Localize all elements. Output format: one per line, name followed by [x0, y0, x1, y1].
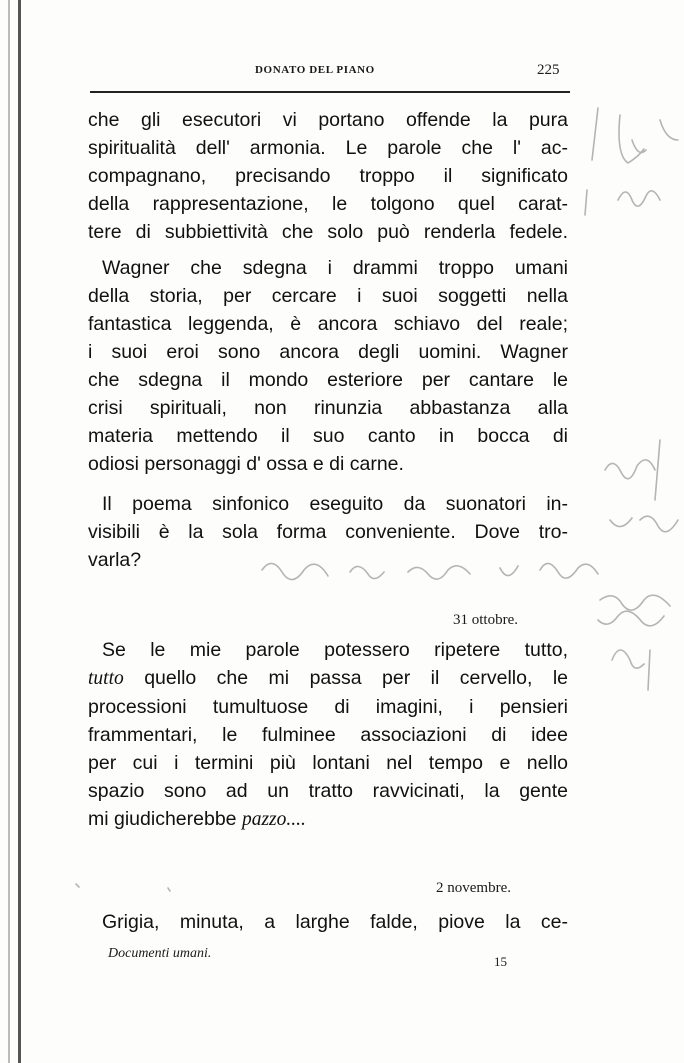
signature-mark: 15 [494, 954, 507, 969]
running-title: DONATO DEL PIANO [255, 64, 375, 76]
text-line: visibili è la sola forma conveniente. Dove tro- [88, 521, 568, 543]
page-number: 225 [537, 62, 560, 78]
date-heading-2-novembre: 2 novembre. [436, 880, 511, 896]
footer-book-title: Documenti umani. [108, 946, 212, 961]
text-line: Il poema sinfonico eseguito da suonatori in- [102, 493, 568, 515]
text-line: tere di subbiettività che solo può renderla fedele. [88, 221, 568, 243]
text-line: Grigia, minuta, a larghe falde, piove la ce- [102, 911, 568, 933]
text-line: spiritualità dell' armonia. Le parole che l' ac- [88, 137, 568, 159]
text-line: mi giudicherebbe pazzo.... [88, 808, 306, 830]
text-line: processioni tumultuose di imagini, i pensieri [88, 696, 568, 718]
text-line: della rappresentazione, le tolgono quel carat- [88, 193, 568, 215]
text-line: crisi spirituali, non rinunzia abbastanza alla [88, 397, 568, 419]
text-line: varla? [88, 549, 142, 571]
text-line: che sdegna il mondo esteriore per cantare le [88, 369, 568, 391]
text-line: fantastica leggenda, è ancora schiavo del reale; [88, 313, 568, 335]
text-line: per cui i termini più lontani nel tempo e nello [88, 752, 568, 774]
text-line: materia mettendo il suo canto in bocca di [88, 425, 568, 447]
text-line: odiosi personaggi d' ossa e di carne. [88, 453, 404, 475]
text-line: della storia, per cercare i suoi soggetti nella [88, 285, 568, 307]
text-line: frammentari, le fulminee associazioni di idee [88, 724, 568, 746]
emphasis-pazzo: pazzo.... [241, 809, 306, 830]
text-line: i suoi eroi sono ancora degli uomini. Wagner [88, 341, 568, 363]
emphasis-tutto: tutto [88, 668, 124, 689]
text-line: Wagner che sdegna i drammi troppo umani [102, 257, 568, 279]
text-line: spazio sono ad un tratto ravvicinati, la gente [88, 780, 568, 802]
text-line: che gli esecutori vi portano offende la pura [88, 109, 568, 131]
text-line: tutto quello che mi passa per il cervello, le [88, 667, 568, 689]
text-line: Se le mie parole potessero ripetere tutto, [102, 639, 568, 661]
text-line: compagnano, precisando troppo il significato [88, 165, 568, 187]
date-heading-31-ottobre: 31 ottobre. [453, 612, 518, 628]
